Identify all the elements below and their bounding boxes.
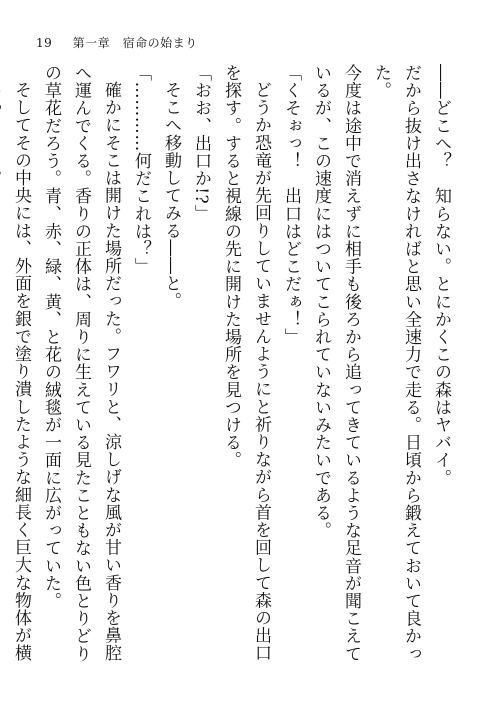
text-line: 「くそぉっ！ 出口はどこだぁ！」 — [281, 64, 301, 346]
text-line: そしてその中央には、外面を銀で塗り潰したような細長く巨大な物体が横 — [11, 81, 31, 662]
text-line: 「…………何だこれは？」 — [131, 64, 151, 276]
text-line: ――どこへ？ 知らない。とにかくこの森はヤバイ。 — [431, 64, 451, 487]
text-line: 今度は途中で消えずに相手も後ろから追ってきているような足音が聞こえているが、この速度にはついてこられていないみたいである。 — [311, 64, 361, 663]
text-line: どうか恐竜が先回りしていませんようにと祈りながら首を回して森の出口を探す。すると視線の先に開けた場所を見つける。 — [221, 64, 271, 662]
chapter-title: 第一章 宿命の始まり — [72, 36, 198, 50]
vertical-body-text — [0, 64, 456, 664]
text-line: そこへ移動してみる――と。 — [161, 81, 181, 310]
text-line: だから抜け出さなければと思い全速力で走る。日頃から鍛えておいて良かった。 — [371, 64, 421, 663]
text-line: 確かにそこは開けた場所だった。フワリと、涼しげな風が甘い香りを鼻腔へ運んでくる。香りの正体は、周りに生えている見たこともない色とりどりの草花だろう。青、赤、緑、黄、と花の絨毯が一面に広がっていた。 — [41, 64, 121, 663]
running-header — [36, 34, 198, 51]
page-number: 19 — [36, 36, 53, 50]
text-line: 「おお、出口か!?」 — [191, 64, 211, 222]
